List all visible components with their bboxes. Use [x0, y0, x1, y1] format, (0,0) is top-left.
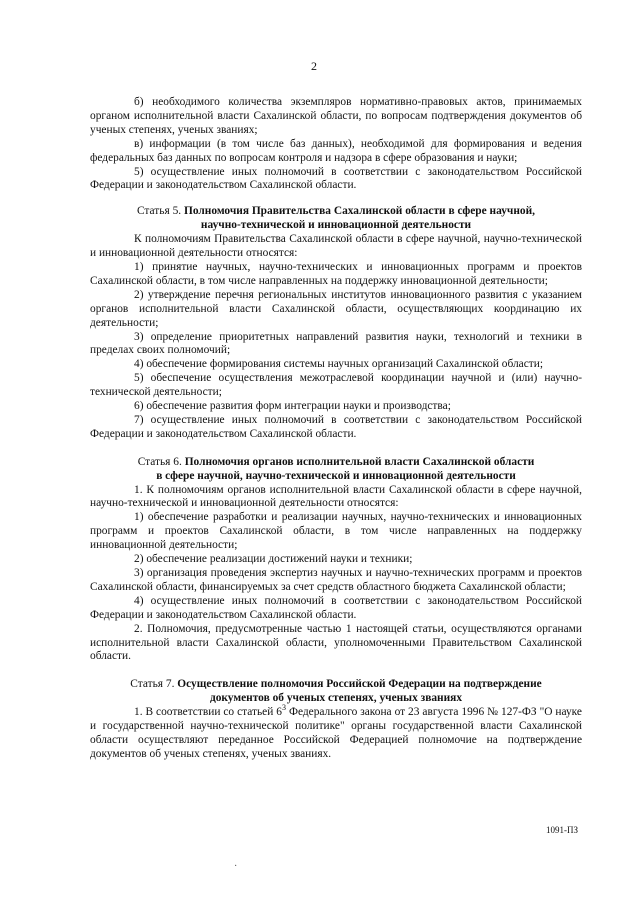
list-item: 4) осуществление иных полномочий в соответствии с законодательством Российской Федерации и законодательством Сахалинской области.	[90, 594, 582, 621]
list-item: 7) осуществление иных полномочий в соответствии с законодательством Российской Федерации и законодательством Сахалинской области.	[90, 413, 582, 440]
list-item: 5) обеспечение осуществления межотраслевой координации научной и (или) научно-технической деятельности;	[90, 372, 582, 399]
paragraph-text: 1. В соответствии со статьей 6	[134, 706, 282, 719]
list-item: 3) организация проведения экспертиз научных и научно-технических программ и проектов Сахалинской области, финансируемых за счет средств областного бюджета Сахалинской области;	[90, 567, 582, 593]
paragraph-text: Федерального закона от 23 августа 1996 № 127-ФЗ "О науке и государственной научно-технической политике" органы государственной власти Сахалинской области осуществляют переданное Российской Федерацией полномочие на подтверждение документов об ученых степенях, ученых званиях.	[90, 706, 582, 760]
bottom-mark: ·	[234, 861, 238, 872]
article-label: Статья 7.	[130, 678, 175, 691]
article-title: Полномочия Правительства Сахалинской области в сфере научной,	[183, 205, 535, 218]
paragraph	[90, 703, 582, 762]
list-item: 3) определение приоритетных направлений развития науки, технологий и техники в пределах своих полномочий;	[90, 330, 582, 357]
article-title: научно-технической и инновационной деятельности	[200, 219, 472, 232]
article-title: документов об ученых степенях, ученых званиях	[209, 692, 463, 705]
article-title: в сфере научной, научно-технической и инновационной деятельности	[156, 469, 516, 482]
paragraph: 2. Полномочия, предусмотренные частью 1 настоящей статьи, осуществляются органами исполнительной власти Сахалинской области, уполномоченными Правительством Сахалинской области.	[90, 622, 582, 663]
document-code: 1091-ПЗ	[546, 825, 579, 835]
page-number: 2	[311, 59, 317, 73]
paragraph: б) необходимого количества экземпляров нормативно-правовых актов, принимаемых органом исполнительной власти Сахалинской области, по вопросам подтверждения документов об ученых степенях, ученых званиях;	[90, 96, 582, 136]
list-item: 1) принятие научных, научно-технических и инновационных программ и проектов Сахалинской области, в том числе направленных на поддержку инновационной деятельности;	[90, 260, 582, 287]
list-item: 2) обеспечение реализации достижений науки и техники;	[134, 553, 413, 566]
article-title: Осуществление полномочия Российской Федерации на подтверждение	[177, 678, 542, 691]
paragraph: 1. К полномочиям органов исполнительной власти Сахалинской области в сфере научной, научно-технической и инновационной деятельности относятся:	[90, 483, 582, 510]
superscript: 3	[281, 703, 286, 713]
list-item: 6) обеспечение развития форм интеграции науки и производства;	[134, 400, 451, 413]
document-body	[90, 96, 582, 762]
article-6-heading	[90, 456, 582, 484]
article-5-heading	[90, 205, 582, 233]
list-item: 2) утверждение перечня региональных институтов инновационного развития с указанием органов исполнительной власти Сахалинской области, осуществляющих координацию их деятельности;	[90, 288, 582, 329]
paragraph: в) информации (в том числе баз данных), необходимой для формирования и ведения федеральных баз данных по вопросам контроля и надзора в сфере образования и науки;	[90, 137, 582, 164]
list-item: 4) обеспечение формирования системы научных организаций Сахалинской области;	[134, 358, 544, 371]
paragraph: 5) осуществление иных полномочий в соответствии с законодательством Российской Федерации и законодательством Сахалинской области.	[90, 165, 582, 192]
list-item: 1) обеспечение разработки и реализации научных, научно-технических и инновационных программ и проектов Сахалинской области, в том числе направленных на поддержку инновационной деятельности;	[90, 511, 582, 552]
paragraph: К полномочиям Правительства Сахалинской области в сфере научной, научно-технической и инновационной деятельности относятся:	[90, 233, 582, 260]
article-label: Статья 6.	[137, 455, 182, 468]
article-title: Полномочия органов исполнительной власти Сахалинской области	[184, 455, 535, 468]
article-7-heading	[90, 678, 582, 706]
article-label: Статья 5.	[136, 205, 182, 218]
